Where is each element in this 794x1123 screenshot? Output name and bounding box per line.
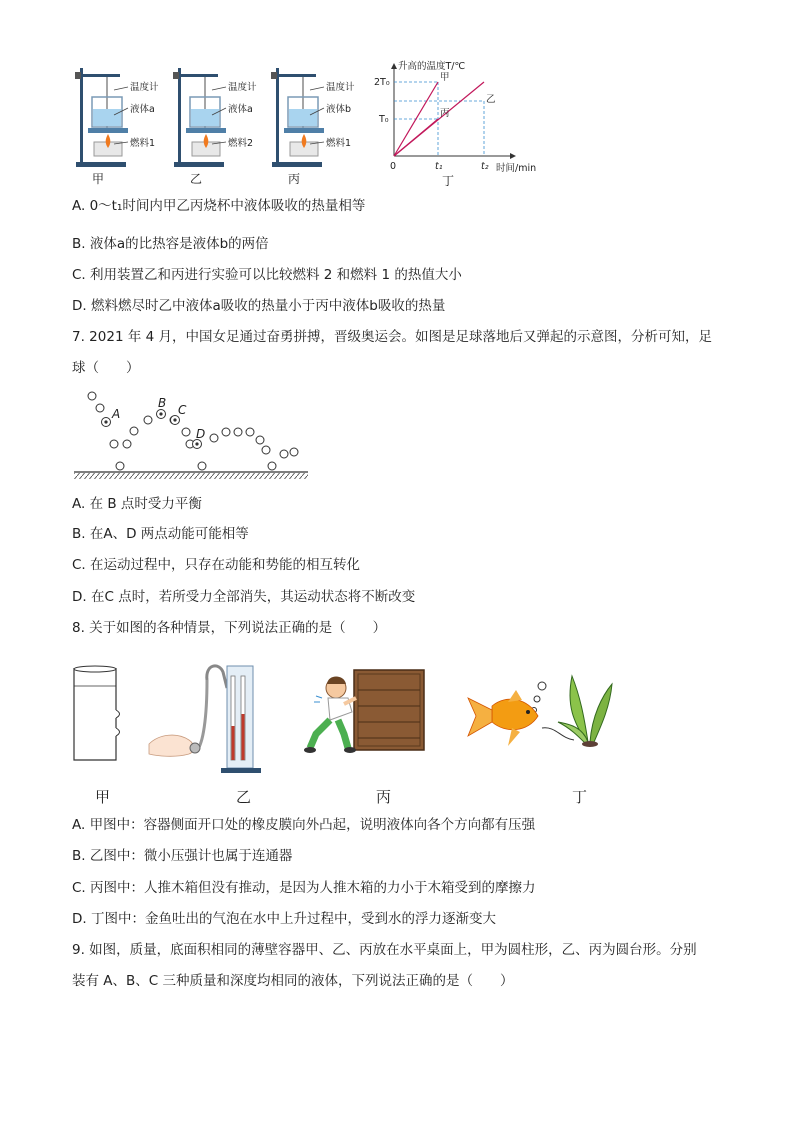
liquid-label-jia: 液体a [130, 104, 155, 115]
apparatus-yi-drawing [168, 60, 268, 170]
liquid-label-yi: 液体a [228, 104, 253, 115]
q8-caption-jia: 甲 [95, 788, 111, 806]
caption-yi: 乙 [190, 172, 203, 186]
liquid-label-bing: 液体b [326, 104, 352, 115]
line-bing [394, 119, 438, 156]
caption-bing: 丙 [288, 172, 301, 186]
q6-option-d: D. 燃料燃尽时乙中液体a吸收的热量小于丙中液体b吸收的热量 [72, 298, 446, 314]
q8-caption-ding: 丁 [572, 788, 588, 806]
caption-jia: 甲 [92, 172, 105, 186]
fuel-label-yi: 燃料2 [228, 138, 254, 149]
push-box-figure [300, 668, 430, 754]
q8-option-d: D. 丁图中：金鱼吐出的气泡在水中上升过程中，受到水的浮力逐渐变大 [72, 911, 496, 927]
q7-option-a: A. 在 B 点时受力平衡 [72, 496, 202, 512]
apparatus-bing-drawing [266, 60, 366, 170]
point-c-label: C [178, 403, 187, 417]
tick-2t0: 2T₀ [374, 77, 390, 88]
temperature-graph [370, 58, 550, 188]
apparatus-figure-jia [70, 60, 170, 185]
goldfish-figure [462, 666, 622, 756]
q8-option-b: B. 乙图中：微小压强计也属于连通器 [72, 848, 293, 864]
q7-stem-line2: 球（ ） [72, 360, 140, 376]
graph-ylabel: 升高的温度T/℃ [398, 61, 466, 72]
fuel-label-bing: 燃料1 [326, 138, 352, 149]
apparatus-figure-yi [168, 60, 268, 185]
point-b-label: B [158, 396, 167, 410]
apparatus-figure-bing [266, 60, 366, 185]
tick-t0: T₀ [379, 114, 389, 125]
point-a-label: A [112, 407, 121, 421]
q7-option-b: B. 在A、D 两点动能可能相等 [72, 526, 249, 542]
q8-caption-yi: 乙 [236, 788, 252, 806]
q9-stem-line1: 9. 如图，质量，底面积相同的薄壁容器甲、乙、丙放在水平桌面上，甲为圆柱形，乙、丙为圆台形。分别 [72, 942, 697, 958]
point-d-label: D [196, 427, 206, 441]
thermometer-label-jia: 温度计 [130, 82, 159, 93]
q7-option-d: D. 在C 点时，若所受力全部消失，其运动状态将不断改变 [72, 589, 416, 605]
q8-option-c: C. 丙图中：人推木箱但没有推动，是因为人推木箱的力小于木箱受到的摩擦力 [72, 880, 536, 896]
q7-stem-line1: 7. 2021 年 4 月，中国女足通过奋勇拼搏，晋级奥运会。如图是足球落地后又弹起的示意图，分析可知，足 [72, 329, 712, 345]
pressure-gauge-figure [145, 658, 265, 776]
q6-option-c: C. 利用装置乙和丙进行实验可以比较燃料 2 和燃料 1 的热值大小 [72, 267, 462, 283]
thermometer-label-bing: 温度计 [326, 82, 355, 93]
label-jia: 甲 [440, 72, 450, 83]
ball-bounce-figure [72, 386, 312, 482]
fuel-label-jia: 燃料1 [130, 138, 156, 149]
q7-option-c: C. 在运动过程中，只存在动能和势能的相互转化 [72, 557, 361, 573]
graph-xlabel: 时间/min [496, 163, 537, 174]
q8-option-a: A. 甲图中：容器侧面开口处的橡皮膜向外凸起，说明液体向各个方向都有压强 [72, 817, 536, 833]
origin-label: 0 [390, 161, 397, 172]
container-figure-jia [70, 664, 126, 764]
q6-option-b: B. 液体a的比热容是液体b的两倍 [72, 236, 269, 252]
ball-trajectory [88, 392, 298, 470]
thermometer-label-yi: 温度计 [228, 82, 257, 93]
q8-caption-bing: 丙 [376, 788, 392, 806]
apparatus-jia-drawing [70, 60, 170, 170]
q9-stem-line2: 装有 A、B、C 三种质量和深度均相同的液体，下列说法正确的是（ ） [72, 973, 514, 989]
q8-stem: 8. 关于如图的各种情景，下列说法正确的是（ ） [72, 620, 387, 636]
caption-ding-graph: 丁 [442, 174, 455, 188]
q6-option-a: A. 0～t₁时间内甲乙丙烧杯中液体吸收的热量相等 [72, 198, 366, 214]
label-bing: 丙 [440, 108, 450, 119]
label-yi: 乙 [486, 94, 496, 105]
tick-t2: t₂ [481, 161, 489, 172]
tick-t1: t₁ [435, 161, 443, 172]
